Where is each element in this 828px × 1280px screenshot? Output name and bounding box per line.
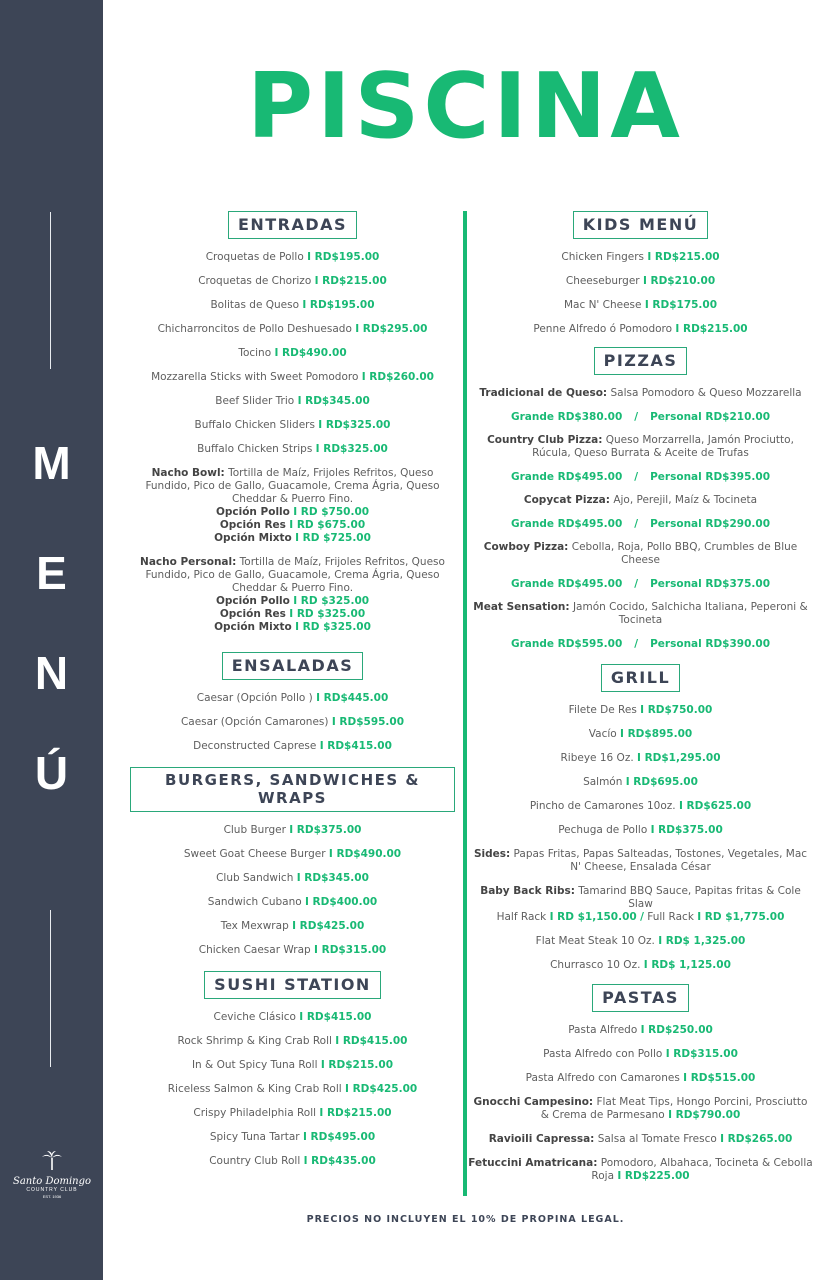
- menu-item: Crispy Philadelphia Roll I RD$215.00: [193, 1107, 392, 1119]
- menu-item: Caesar (Opción Camarones) I RD$595.00: [180, 716, 405, 728]
- menu-item: Pincho de Camarones 10oz. I RD$625.00: [529, 800, 752, 812]
- menu-item: Buffalo Chicken Sliders I RD$325.00: [194, 419, 391, 431]
- section-title-burgers: BURGERS, SANDWICHES & WRAPS: [130, 767, 455, 812]
- menu-item: Riceless Salmon & King Crab Roll I RD$425.00: [167, 1083, 418, 1095]
- club-logo: [10, 1150, 94, 1199]
- pizza-sizes: Grande RD$495.00 / Personal RD$290.00: [510, 518, 771, 530]
- pizza-sizes: Grande RD$380.00 / Personal RD$210.00: [510, 411, 771, 423]
- menu-item-sides: Sides: Papas Fritas, Papas Salteadas, Tostones, Vegetales, Mac N' Cheese, Ensalada César: [473, 848, 808, 873]
- menu-item: Mozzarella Sticks with Sweet Pomodoro I RD$260.00: [151, 371, 434, 383]
- menu-item: Chicharroncitos de Pollo Deshuesado I RD$295.00: [157, 323, 428, 335]
- menu-item: Rock Shrimp & King Crab Roll I RD$415.00: [177, 1035, 408, 1047]
- menu-item-pizza: Cowboy Pizza: Cebolla, Roja, Pollo BBQ, Crumbles de Blue Cheese: [483, 541, 798, 566]
- menu-item: Club Sandwich I RD$345.00: [216, 872, 369, 884]
- menu-item-pizza: Meat Sensation: Jamón Cocido, Salchicha Italiana, Peperoni & Tocineta: [473, 601, 808, 626]
- section-entradas: [130, 211, 455, 634]
- logo-established: EST. 1936: [42, 1194, 62, 1199]
- menu-item: Sweet Goat Cheese Burger I RD$490.00: [183, 848, 402, 860]
- section-title-sushi: SUSHI STATION: [204, 971, 381, 999]
- menu-item-pizza: Tradicional de Queso: Salsa Pomodoro & Queso Mozzarella: [479, 387, 802, 399]
- pizza-sizes: Grande RD$495.00 / Personal RD$395.00: [510, 471, 771, 483]
- palm-tree-icon: [41, 1150, 63, 1170]
- menu-item: Pechuga de Pollo I RD$375.00: [558, 824, 723, 836]
- sidebar-divider-bottom: [50, 910, 51, 1067]
- pizza-sizes: Grande RD$595.00 / Personal RD$390.00: [510, 638, 771, 650]
- menu-item: Pasta Alfredo con Pollo I RD$315.00: [543, 1048, 738, 1060]
- sidebar-letter-u: Ú: [34, 747, 69, 799]
- section-title-pizzas: PIZZAS: [594, 347, 688, 375]
- menu-item: Pasta Alfredo con Camarones I RD$515.00: [525, 1072, 756, 1084]
- menu-item: Sandwich Cubano I RD$400.00: [207, 896, 378, 908]
- menu-item: Filete De Res I RD$750.00: [568, 704, 713, 716]
- section-title-ensaladas: ENSALADAS: [222, 652, 364, 680]
- menu-item: Chicken Fingers I RD$215.00: [561, 251, 720, 263]
- menu-item: Tocino I RD$490.00: [238, 347, 347, 359]
- menu-item: Country Club Roll I RD$435.00: [209, 1155, 376, 1167]
- pizza-sizes: Grande RD$495.00 / Personal RD$375.00: [510, 578, 771, 590]
- section-title-grill: GRILL: [601, 664, 680, 692]
- right-column: [468, 211, 813, 1194]
- menu-item-gnocchi: Gnocchi Campesino: Flat Meat Tips, Hongo Porcini, Prosciutto & Crema de Parmesano I RD$790.00: [473, 1096, 808, 1121]
- logo-subtitle: COUNTRY CLUB: [26, 1187, 78, 1193]
- entradas-list: [130, 251, 455, 634]
- menu-item: Croquetas de Pollo I RD$195.00: [205, 251, 380, 263]
- menu-item: Chicken Caesar Wrap I RD$315.00: [198, 944, 387, 956]
- menu-item: Bolitas de Queso I RD$195.00: [210, 299, 375, 311]
- section-title-pastas: PASTAS: [592, 984, 689, 1012]
- menu-item: Salmón I RD$695.00: [583, 776, 698, 788]
- section-kids: [468, 211, 813, 336]
- menu-item: Deconstructed Caprese I RD$415.00: [193, 740, 392, 752]
- menu-item: Croquetas de Chorizo I RD$215.00: [198, 275, 387, 287]
- menu-item: Tex Mexwrap I RD$425.00: [220, 920, 365, 932]
- menu-item: Cheeseburger I RD$210.00: [565, 275, 716, 287]
- left-column: [130, 211, 455, 1179]
- section-pizzas: [468, 347, 813, 650]
- sidebar-letter-e: E: [36, 547, 67, 599]
- logo-script-text: Santo Domingo: [12, 1176, 92, 1187]
- sidebar-letter-m: M: [32, 437, 71, 489]
- section-grill: [468, 664, 813, 972]
- column-divider: [463, 211, 467, 1196]
- footer-note: PRECIOS NO INCLUYEN EL 10% DE PROPINA LEGAL.: [306, 1214, 625, 1225]
- menu-item: Club Burger I RD$375.00: [223, 824, 362, 836]
- section-pastas: [468, 984, 813, 1183]
- menu-item: Ribeye 16 Oz. I RD$1,295.00: [560, 752, 721, 764]
- menu-item: Buffalo Chicken Strips I RD$325.00: [197, 443, 388, 455]
- sidebar-letter-n: N: [34, 647, 69, 699]
- menu-item: Mac N' Cheese I RD$175.00: [563, 299, 718, 311]
- menu-item: Vacío I RD$895.00: [588, 728, 693, 740]
- menu-item-ravioli: Ravioili Capressa: Salsa al Tomate Fresco I RD$265.00: [488, 1133, 793, 1145]
- menu-item: Beef Slider Trio I RD$345.00: [215, 395, 370, 407]
- menu-item-ribs: Baby Back Ribs: Tamarind BBQ Sauce, Papitas fritas & Cole Slaw Half Rack I RD $1,150.00 / Full Rack I RD $1,775.00: [480, 885, 801, 923]
- menu-item: Flat Meat Steak 10 Oz. I RD$ 1,325.00: [535, 935, 746, 947]
- menu-item-pizza: Country Club Pizza: Queso Morzarrella, Jamón Prociutto, Rúcula, Queso Burrata & Aceite de Trufas: [487, 434, 794, 459]
- menu-item-pizza: Copycat Pizza: Ajo, Perejil, Maíz & Tocineta: [523, 494, 758, 506]
- menu-item: In & Out Spicy Tuna Roll I RD$215.00: [191, 1059, 394, 1071]
- menu-item: Churrasco 10 Oz. I RD$ 1,125.00: [550, 959, 731, 971]
- menu-item: Penne Alfredo ó Pomodoro I RD$215.00: [533, 323, 748, 335]
- section-ensaladas: [130, 652, 455, 753]
- page-title: PISCINA: [247, 54, 684, 159]
- section-title-entradas: ENTRADAS: [228, 211, 357, 239]
- menu-item: Ceviche Clásico I RD$415.00: [213, 1011, 372, 1023]
- menu-item: Caesar (Opción Pollo ) I RD$445.00: [196, 692, 389, 704]
- section-sushi: [130, 971, 455, 1168]
- section-burgers: [130, 767, 455, 957]
- menu-item: Pasta Alfredo I RD$250.00: [568, 1024, 713, 1036]
- menu-item-nacho-bowl: Nacho Bowl: Tortilla de Maíz, Frijoles Refritos, Queso Fundido, Pico de Gallo, Guacamole, Crema Ágria, Queso Cheddar & Puerro Fino. Opción Pollo I RD $750.00 Opción Res I RD $675.00 Opción Mixto I RD $725.00: [145, 467, 440, 544]
- sidebar-divider-top: [50, 212, 51, 369]
- section-title-kids: KIDS MENÚ: [573, 211, 708, 239]
- menu-item: Spicy Tuna Tartar I RD$495.00: [209, 1131, 376, 1143]
- menu-item-nacho-personal: Nacho Personal: Tortilla de Maíz, Frijoles Refritos, Queso Fundido, Pico de Gallo, Guacamole, Crema Ágria, Queso Cheddar & Puerro Fino. Opción Pollo I RD $325.00 Opción Res I RD $325.00 Opción Mixto I RD $325.00: [140, 556, 445, 633]
- sidebar: [0, 0, 103, 1280]
- menu-item-fetuccini: Fetuccini Amatricana: Pomodoro, Albahaca, Tocineta & Cebolla Roja I RD$225.00: [468, 1157, 813, 1182]
